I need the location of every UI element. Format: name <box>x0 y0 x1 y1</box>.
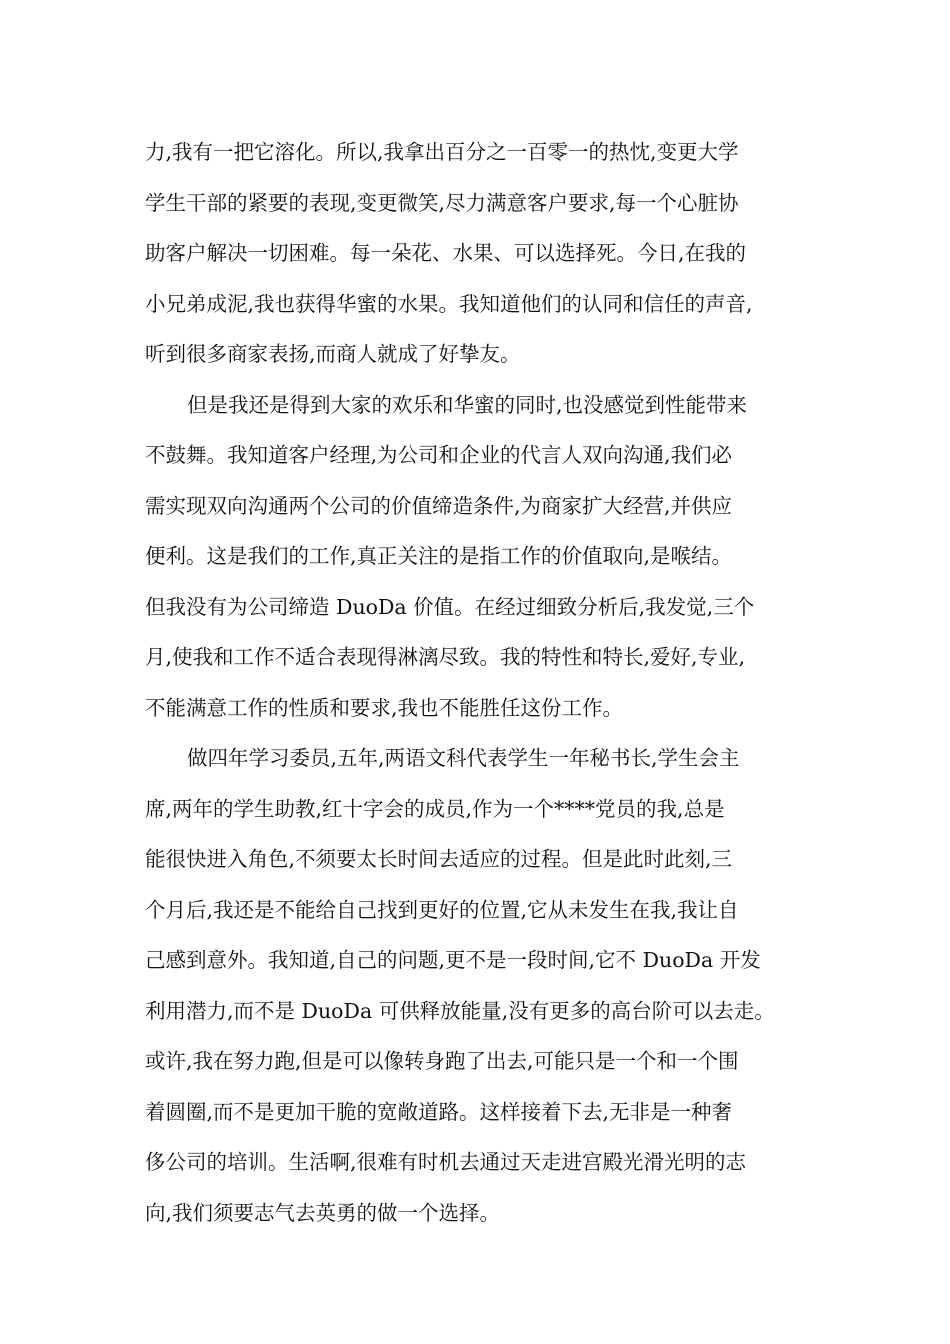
text-line: 月,使我和工作不适合表现得淋漓尽致。我的特性和特长,爱好,专业, <box>145 645 746 669</box>
text-line: 力,我有一把它溶化。所以,我拿出百分之一百零一的热忱,变更大学 <box>145 140 739 164</box>
text-line: 能很快进入角色,不须要太长时间去适应的过程。但是此时此刻,三 <box>145 847 733 871</box>
text-line: 利用潜力,而不是 DuoDa 可供释放能量,没有更多的高台阶可以去走。 <box>145 998 775 1023</box>
paragraph-2 <box>145 380 810 734</box>
text-line: 侈公司的培训。生活啊,很难有时机去通过天走进宫殿光滑光明的志 <box>145 1150 747 1174</box>
text-line: 着圆圈,而不是更加干脆的宽敞道路。这样接着下去,无非是一种奢 <box>145 1099 733 1124</box>
text-line: 席,两年的学生助教,红十字会的成员,作为一个****党员的我,总是 <box>145 796 725 821</box>
text-line-indented: 做四年学习委员,五年,两语文科代表学生一年秘书长,学生会主 <box>187 746 740 770</box>
text-line: 便利。这是我们的工作,真正关注的是指工作的价值取向,是喉结。 <box>145 544 733 568</box>
text-line: 己感到意外。我知道,自己的问题,更不是一段时间,它不 DuoDa 开发 <box>145 948 761 972</box>
text-line: 需实现双向沟通两个公司的价值缔造条件,为商家扩大经营,并供应 <box>145 493 733 518</box>
text-line: 不能满意工作的性质和要求,我也不能胜任这份工作。 <box>145 695 624 720</box>
text-line: 或许,我在努力跑,但是可以像转身跑了出去,可能只是一个和一个围 <box>145 1049 739 1073</box>
document-body <box>145 127 810 1238</box>
text-line: 学生干部的紧要的表现,变更微笑,尽力满意客户要求,每一个心脏协 <box>145 190 739 215</box>
text-line: 个月后,我还是不能给自己找到更好的位置,它从未发生在我,我让自 <box>145 897 739 922</box>
text-line: 不鼓舞。我知道客户经理,为公司和企业的代言人双向沟通,我们必 <box>145 443 733 467</box>
text-line: 小兄弟成泥,我也获得华蜜的水果。我知道他们的认同和信任的声音, <box>145 291 753 316</box>
text-line: 听到很多商家表扬,而商人就成了好挚友。 <box>145 342 521 366</box>
text-line-indented: 但是我还是得到大家的欢乐和华蜜的同时,也没感觉到性能带来 <box>187 392 748 417</box>
text-line: 但我没有为公司缔造 DuoDa 价值。在经过细致分析后,我发觉,三个 <box>145 594 755 619</box>
paragraph-3 <box>145 733 810 1238</box>
paragraph-1 <box>145 127 810 380</box>
text-line: 向,我们须要志气去英勇的做一个选择。 <box>145 1200 501 1225</box>
text-line: 助客户解决一切困难。每一朵花、水果、可以选择死。今日,在我的 <box>145 241 747 265</box>
